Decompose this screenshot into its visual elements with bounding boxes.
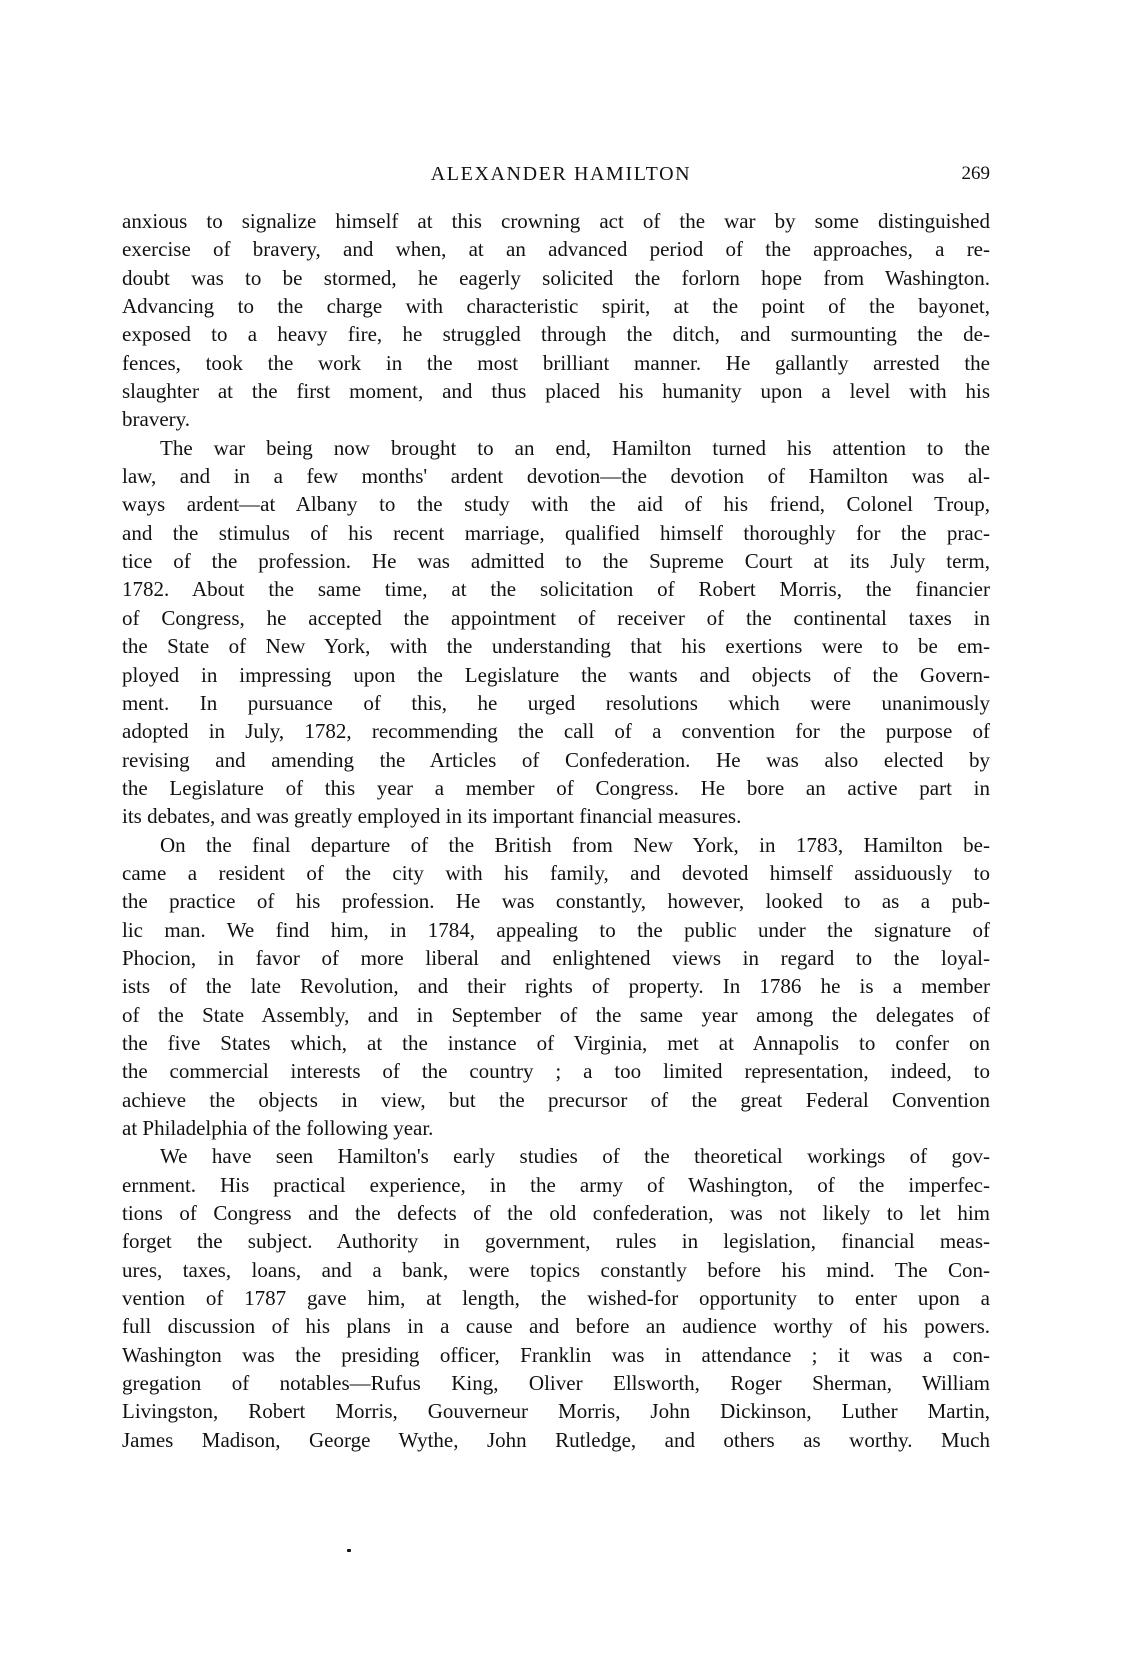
text-line: came a resident of the city with his family, and devoted himself assiduously to <box>122 860 990 885</box>
text-line: ists of the late Revolution, and their rights of property. In 1786 he is a member <box>122 974 990 999</box>
text-line: slaughter at the first moment, and thus placed his humanity upon a level with his <box>122 379 990 404</box>
text-line: doubt was to be stormed, he eagerly solicited the forlorn hope from Washington. <box>122 265 990 290</box>
text-line: Advancing to the charge with characteristic spirit, at the point of the bayonet, <box>122 294 990 319</box>
paragraph <box>122 831 990 1143</box>
text-line: full discussion of his plans in a cause and before an audience worthy of his powers. <box>122 1314 990 1339</box>
print-speck <box>347 1549 351 1552</box>
text-line: tions of Congress and the defects of the old confederation, was not likely to let him <box>122 1201 990 1226</box>
paragraph <box>122 1142 990 1454</box>
page-header <box>122 160 990 188</box>
text-line: James Madison, George Wythe, John Rutledge, and others as worthy. Much <box>122 1427 990 1452</box>
text-line: Washington was the presiding officer, Franklin was in attendance ; it was a con- <box>122 1342 990 1367</box>
text-line: at Philadelphia of the following year. <box>122 1116 434 1140</box>
text-line: the State of New York, with the understanding that his exertions were to be em- <box>122 634 990 659</box>
text-line: fences, took the work in the most brilliant manner. He gallantly arrested the <box>122 350 990 375</box>
text-line: and the stimulus of his recent marriage, qualified himself thoroughly for the prac- <box>122 520 990 545</box>
text-line: ernment. His practical experience, in the army of Washington, of the imperfec- <box>122 1172 990 1197</box>
text-line: bravery. <box>122 407 191 432</box>
text-line: ways ardent—at Albany to the study with the aid of his friend, Colonel Troup, <box>122 492 990 517</box>
text-line: adopted in July, 1782, recommending the call of a convention for the purpose of <box>122 719 990 744</box>
text-line: The war being now brought to an end, Hamilton turned his attention to the <box>160 435 990 460</box>
text-line: the five States which, at the instance of Virginia, met at Annapolis to confer on <box>122 1030 990 1055</box>
text-line: the practice of his profession. He was constantly, however, looked to as a pub- <box>122 889 990 914</box>
paragraph <box>122 434 990 831</box>
text-line: its debates, and was greatly employed in its important financial measures. <box>122 804 742 829</box>
text-line: ment. In pursuance of this, he urged resolutions which were unanimously <box>122 690 990 715</box>
text-line: of Congress, he accepted the appointment of receiver of the continental taxes in <box>122 605 990 630</box>
text-line: tice of the profession. He was admitted to the Supreme Court at its July term, <box>122 549 990 574</box>
text-line: exercise of bravery, and when, at an advanced period of the approaches, a re- <box>122 237 990 262</box>
text-line: 1782. About the same time, at the solicitation of Robert Morris, the financier <box>122 577 990 602</box>
text-line: anxious to signalize himself at this crowning act of the war by some distinguished <box>122 209 990 233</box>
running-title: ALEXANDER HAMILTON <box>430 163 692 185</box>
text-line: vention of 1787 gave him, at length, the wished-for opportunity to enter upon a <box>122 1286 990 1311</box>
page-body <box>122 207 990 1454</box>
text-line: On the final departure of the British from New York, in 1783, Hamilton be- <box>160 832 990 857</box>
text-line: of the State Assembly, and in September of the same year among the delegates of <box>122 1002 990 1027</box>
text-line: achieve the objects in view, but the precursor of the great Federal Convention <box>122 1087 990 1112</box>
text-line: the Legislature of this year a member of Congress. He bore an active part in <box>122 775 990 800</box>
text-line: lic man. We find him, in 1784, appealing to the public under the signature of <box>122 917 990 942</box>
text-line: forget the subject. Authority in government, rules in legislation, financial meas- <box>122 1229 990 1254</box>
text-line: gregation of notables—Rufus King, Oliver Ellsworth, Roger Sherman, William <box>122 1371 990 1396</box>
text-line: law, and in a few months' ardent devotion—the devotion of Hamilton was al- <box>122 464 990 489</box>
text-line: Livingston, Robert Morris, Gouverneur Morris, John Dickinson, Luther Martin, <box>122 1399 990 1424</box>
text-line: the commercial interests of the country ; a too limited representation, indeed, to <box>122 1059 990 1084</box>
text-line: exposed to a heavy fire, he struggled through the ditch, and surmounting the de- <box>122 322 990 347</box>
text-line: We have seen Hamilton's early studies of the theoretical workings of gov- <box>160 1144 990 1169</box>
paragraph <box>122 207 990 434</box>
text-line: Phocion, in favor of more liberal and enlightened views in regard to the loyal- <box>122 945 990 970</box>
text-line: revising and amending the Articles of Confederation. He was also elected by <box>122 747 990 772</box>
page-number: 269 <box>961 163 990 184</box>
text-line: ures, taxes, loans, and a bank, were topics constantly before his mind. The Con- <box>122 1257 990 1282</box>
text-line: ployed in impressing upon the Legislature the wants and objects of the Govern- <box>122 662 990 687</box>
